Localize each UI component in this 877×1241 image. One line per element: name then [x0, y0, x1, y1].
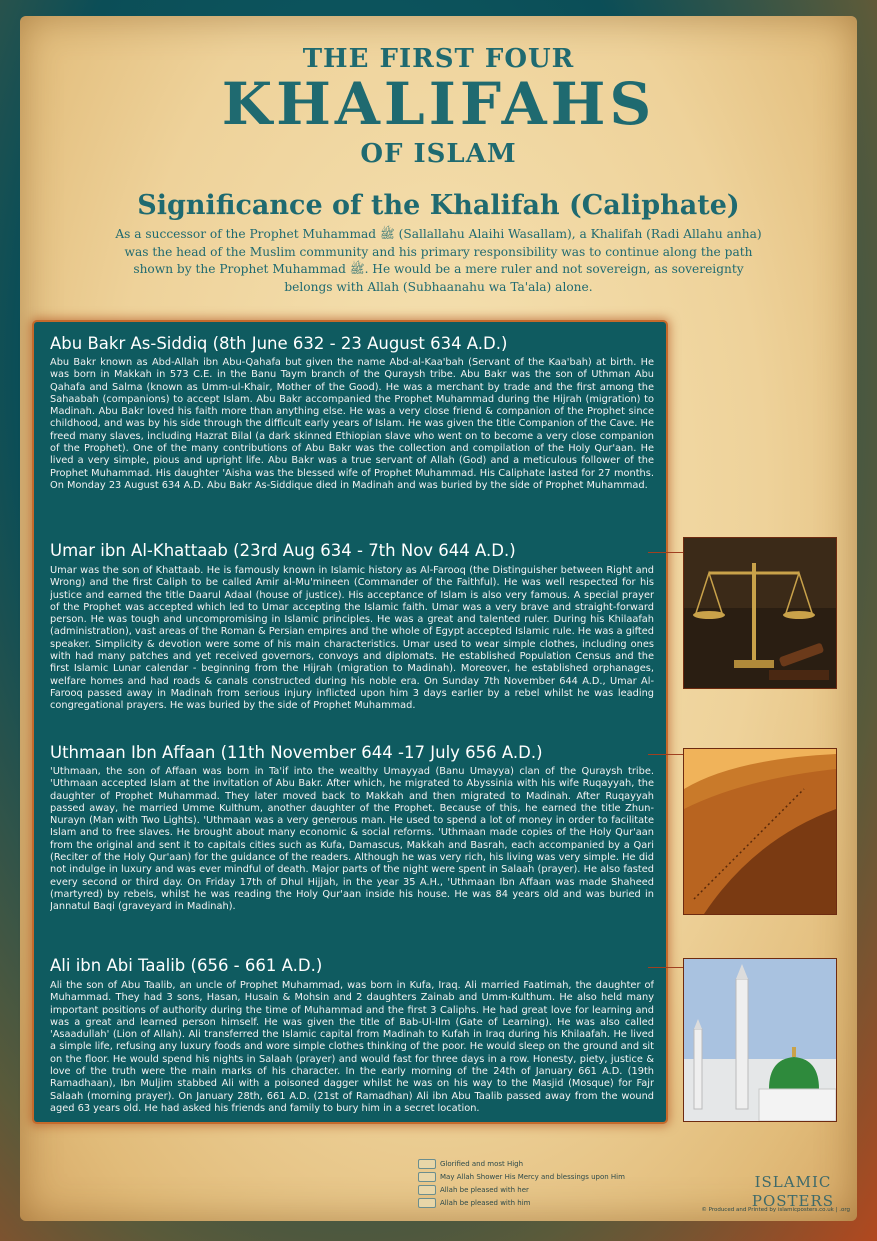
desert-dunes-image [683, 748, 837, 915]
legend-item: Glorified and most High [418, 1158, 625, 1171]
dune-icon [684, 749, 836, 914]
calligraphy-symbol-icon [418, 1185, 436, 1195]
section-text-ali: Ali the son of Abu Taalib, an uncle of Prophet Muhammad, was born in Kufa, Iraq. Ali married Faatimah, the daughter of Muhammad. They had 3 sons, Hasan, Husain & Mohsin and 2 daughters Zainab and Umm-Kulthum. He also held many important positions of authority during the time of Muhammad and the first 3 Caliphs. He had great love for learning and was a great and learned person himself. He was given the title of Bab-Ul-Ilm (Gate of Learning). He was also called 'Asaadullah' (Lion of Allah). Ali transferred the Islamic capital from Madinah to Kufah in Iraq during his Khilaafah. He lived a simple life, refusing any luxury foods and wore simple clothes thinking of the poor. He would sleep on the ground and sit on the floor. He would spend his nights in Salaah (prayer) and would fast for three days in a row. Honesty, piety, justice & love of the truth were the main marks of his character. In the early morning of the 24th of January 661 A.D. (19th Ramadhaan), Ibn Muljim stabbed Ali with a poisoned dagger whilst he was on his way to the Masjid (Mosque) for Fajr Salaah (morning prayer). On January 28th, 661 A.D. (21st of Ramadhan) Ali ibn Abu Taalib passed away from the wound aged 63 years old. He had asked his friends and family to bury him in a secret location. [50, 980, 654, 1114]
scales-of-justice-image [683, 537, 837, 689]
connector-line [648, 552, 683, 553]
connector-line [648, 754, 683, 755]
calligraphy-symbol-icon [418, 1159, 436, 1169]
legend-item: Allah be pleased with him [418, 1197, 625, 1210]
brand-name: ISLAMIC POSTERS [751, 1173, 835, 1210]
calligraphy-symbol-icon [418, 1198, 436, 1208]
mosque-image [683, 958, 837, 1122]
title-top: THE FIRST FOUR [302, 44, 575, 74]
legend-item: May Allah Shower His Mercy and blessings upon Him [418, 1171, 625, 1184]
page-title: KHALIFAHS [221, 70, 656, 138]
section-heading-ali: Ali ibn Abi Taalib (656 - 661 A.D.) [50, 956, 323, 975]
brand-credit: © Produced and Printed by islamicposters.co.uk | .org [701, 1207, 850, 1213]
symbol-legend [418, 1158, 625, 1210]
section-text-uthmaan: 'Uthmaan, the son of Affaan was born in Ta'if into the wealthy Umayyad (Banu Umayya) clan of the Quraysh tribe. 'Uthmaan accepted Islam at the invitation of Abu Bakr. After which, he migrated to Abyssinia with his wife Ruqayyah, the daughter of Prophet Muhammad. They later moved back to Makkah and then migrated to Madinah. After Ruqayyah passed away, he married Umme Kulthum, another daughter of the Prophet. Because of this, he earned the title Zhun-Nurayn (Man with Two Lights). 'Uthmaan was a very generous man. He used to spend a lot of money in order to facilitate Islam and to free slaves. He brought about many economic & social reforms. 'Uthmaan made copies of the Holy Qur'aan from the original and sent it to capitals cities such as Kufa, Damascus, Makkah and Basrah, each accompanied by a Qari (Reciter of the Holy Qur'aan) for the guidance of the readers. Although he was very rich, his living was very simple. He did not indulge in luxury and was ever mindful of death. Major parts of the night were spent in Salaah (prayer). He also fasted every second or third day. On Friday 17th of Dhul Hijjah, in the year 35 A.H., 'Uthmaan Ibn Affaan was made Shaheed (martyred) by rebels, whilst he was reading the Holy Qur'aan inside his house. He was 84 years old and was buried in Jannatul Baqi (graveyard in Madinah). [50, 766, 654, 913]
scales-icon [684, 538, 836, 688]
section-heading-abu-bakr: Abu Bakr As-Siddiq (8th June 632 - 23 August 634 A.D.) [50, 334, 508, 353]
calligraphy-symbol-icon [418, 1172, 436, 1182]
mosque-icon [684, 959, 836, 1121]
connector-line [648, 967, 683, 968]
section-text-umar: Umar was the son of Khattaab. He is famously known in Islamic history as Al-Farooq (the Distinguisher between Right and Wrong) and the first Caliph to be called Amir al-Mu'mineen (Commander of the Faithful). He was well respected for his justice and earned the title Daarul Adaal (house of justice). His acceptance of Islam is also very famous. A special prayer of the Prophet was accepted which led to Umar accepting the Islamic faith. Umar was a very brave and straight-forward person. He was tough and uncompromising in Islamic principles. He was a great and talented ruler. During his Khilaafah (administration), vast areas of the Roman & Persian empires and the whole of Egypt accepted Islamic rule. He was a gifted speaker. Simplicity & devotion were some of his main characteristics. Umar used to wear simple clothes, including ones with had many patches and yet received governors, convoys and diplomats. He established Population Census and the first Islamic Lunar calendar - beginning from the Hijrah (migration to Madinah). Moreover, he established orphanages, welfare homes and had roads & canals constructed during his noble era. On Sunday 7th November 644 A.D., Umar Al-Farooq passed away in Madinah from serious injury inflicted upon him 3 days earlier by a rebel whilst he was leading congregational prayers. He was buried by the side of Prophet Muhammad. [50, 565, 654, 712]
section-heading-uthmaan: Uthmaan Ibn Affaan (11th November 644 -17 July 656 A.D.) [50, 743, 543, 762]
brand-logo [738, 1172, 848, 1210]
significance-text: As a successor of the Prophet Muhammad ﷺ (Sallallahu Alaihi Wasallam), a Khalifah (Radi Allahu anha) was the head of the Muslim community and his primary responsibility was to continue along the path shown by the Prophet Muhammad ﷺ. He would be a mere ruler and not sovereign, as sovereignty belongs with Allah (Subhaanahu wa Ta'ala) alone. [115, 227, 762, 294]
legend-item: Allah be pleased with her [418, 1184, 625, 1197]
significance-heading: Significance of the Khalifah (Caliphate) [137, 190, 740, 221]
section-text-abu-bakr: Abu Bakr known as Abd-Allah ibn Abu-Qahafa but given the name Abd-al-Kaa'bah (Servant of the Kaa'bah) at birth. He was born in Makkah in 573 C.E. in the Banu Taym branch of the Quraysh tribe. Abu Bakr was the son of Uthman Abu Qahafa and Salma (known as Umm-ul-Khair, Mother of the Good). He was a merchant by trade and the first among the Sahaabah (companions) to accept Islam. Abu Bakr accompanied the Prophet Muhammad during the Hijrah (migration) to Madinah. Abu Bakr loved his faith more than anything else. He was a very close friend & companion of the Prophet since childhood, and was by his side through the difficult early years of Islam. He was given the title Companion of the Cave. He freed many slaves, including Hazrat Bilal (a dark skinned Ethiopian slave who went on to become a very close companion of the Prophet). One of the many contributions of Abu Bakr was the collection and compilation of the Holy Qur'aan. He lived a very simple, pious and upright life. Abu Bakr was a true servant of Allah (God) and a meticulous follower of the Prophet Muhammad. His daughter 'Aisha was the blessed wife of Prophet Muhammad. His Caliphate lasted for 27 months. On Monday 23 August 634 A.D. Abu Bakr As-Siddique died in Madinah and was buried by the side of Prophet Muhammad. [50, 357, 654, 491]
section-heading-umar: Umar ibn Al-Khattaab (23rd Aug 634 - 7th Nov 644 A.D.) [50, 541, 516, 560]
title-bottom: OF ISLAM [360, 139, 517, 169]
